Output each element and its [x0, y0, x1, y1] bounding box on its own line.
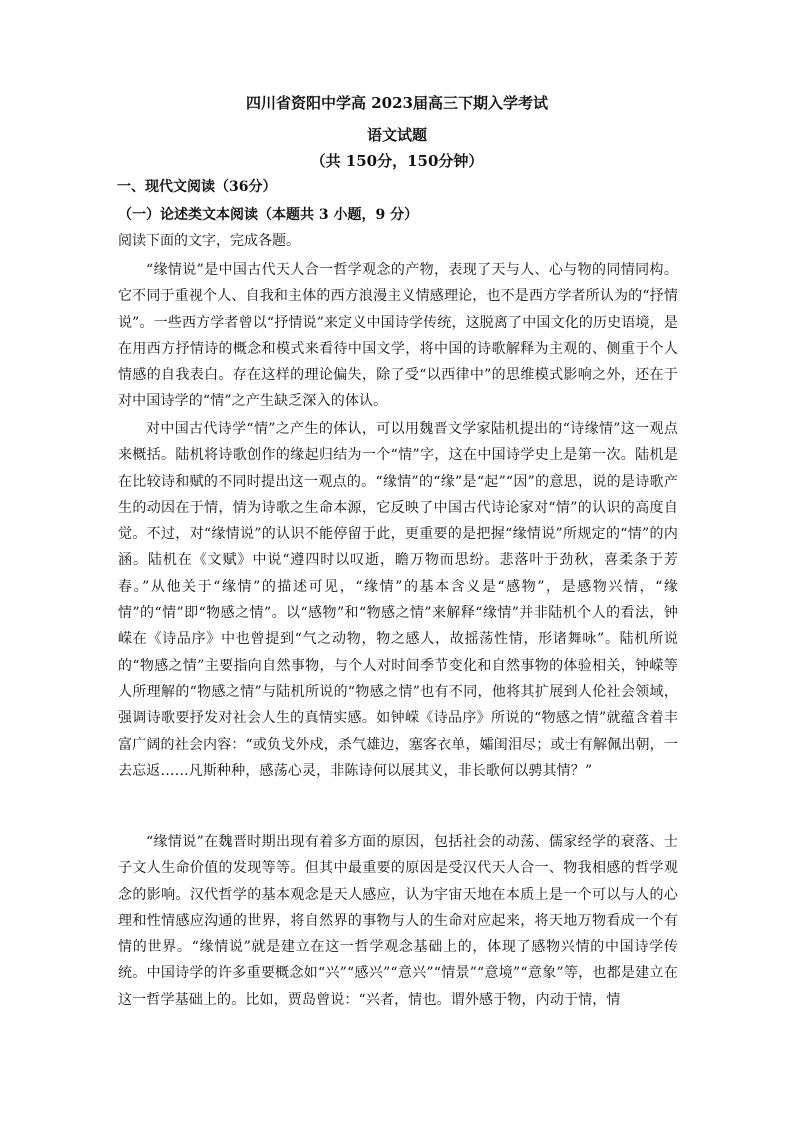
- passage-paragraph-1: “缘情说”是中国古代天人合一哲学观念的产物，表现了天与人、心与物的同情同构。它不同于重视个人、自我和主体的西方浪漫主义情感理论，也不是西方学者所认为的“抒情说”。一些西方学者曾以“抒情说”来定义中国诗学传统，这脱离了中国文化的历史语境，是在用西方抒情诗的概念和模式来看待中国文学，将中国的诗歌解释为主观的、侧重于个人情感的自我表白。存在这样的理论偏失，除了受“以西律中”的思维模式影响之外，还在于对中国诗学的“情”之产生缺乏深入的体认。: [118, 262, 678, 410]
- sub-section-heading: （一）论述类文本阅读（本题共 3 小题，9 分）: [118, 207, 419, 223]
- passage-paragraph-3: “缘情说”在魏晋时期出现有着多方面的原因，包括社会的动荡、儒家经学的衰落、士子文人生命价值的发现等等。但其中最重要的原因是受汉代天人合一、物我相感的哲学观念的影响。汉代哲学的基本观念是天人感应，认为宇宙天地在本质上是一个可以与人的心理和性情感应沟通的世界，将自然界的事物与人的生命对应起来，将天地万物看成一个有情的世界。“缘情说”就是建立在这一哲学观念基础上的，体现了感物兴情的中国诗学传统。中国诗学的许多重要概念如“兴”“感兴”“意兴”“情景”“意境”“意象”等，也都是建立在这一哲学基础上的。比如，贾岛曾说：“兴者，情也。谓外感于物，内动于情，情: [118, 834, 678, 1008]
- section-heading: 一、现代文阅读（36分）: [117, 179, 277, 195]
- score-time-info: （共 150分，150分钟）: [310, 152, 484, 170]
- subject-title: 语文试题: [366, 126, 427, 144]
- exam-title: 四川省资阳中学高 2023届高三下期入学考试: [246, 94, 548, 112]
- reading-instruction: 阅读下面的文字，完成各题。: [118, 233, 300, 249]
- passage-paragraph-2: 对中国古代诗学“情”之产生的体认，可以用魏晋文学家陆机提出的“诗缘情”这一观点来概括。陆机将诗歌创作的缘起归结为一个“情”字，这在中国诗学史上是第一次。陆机是在比较诗和赋的不同时提出这一观点的。“缘情”的“缘”是“起”“因”的意思，说的是诗歌产生的动因在于情，情为诗歌之生命本源，它反映了中国古代诗论家对“情”的认识的高度自觉。不过，对“缘情说”的认识不能停留于此，更重要的是把握“缘情说”所规定的“情”的内涵。陆机在《文赋》中说“遵四时以叹逝，瞻万物而思纷。悲落叶于劲秋，喜柔条于芳春。”从他关于“缘情”的描述可见，“缘情”的基本含义是“感物”，是感物兴情，“缘情”的“情”即“物感之情”。以“感物”和“物感之情”来解释“缘情”并非陆机个人的看法，钟嵘在《诗品序》中也曾提到“气之动物，物之感人，故摇荡性情，形诸舞咏”。陆机所说的“物感之情”主要指向自然事物，与个人对时间季节变化和自然事物的体验相关，钟嵘等人所理解的“物感之情”与陆机所说的“物感之情”也有不同，他将其扩展到人伦社会领域，强调诗歌要抒发对社会人生的真情实感。如钟嵘《诗品序》所说的“物感之情”就蕴含着丰富广阔的社会内容：“或负戈外戍，杀气雄边，塞客衣单，孀闺泪尽；或士有解佩出朝，一去忘返……凡斯种种，感荡心灵，非陈诗何以展其义，非长歌何以骋其情？”: [118, 421, 678, 779]
